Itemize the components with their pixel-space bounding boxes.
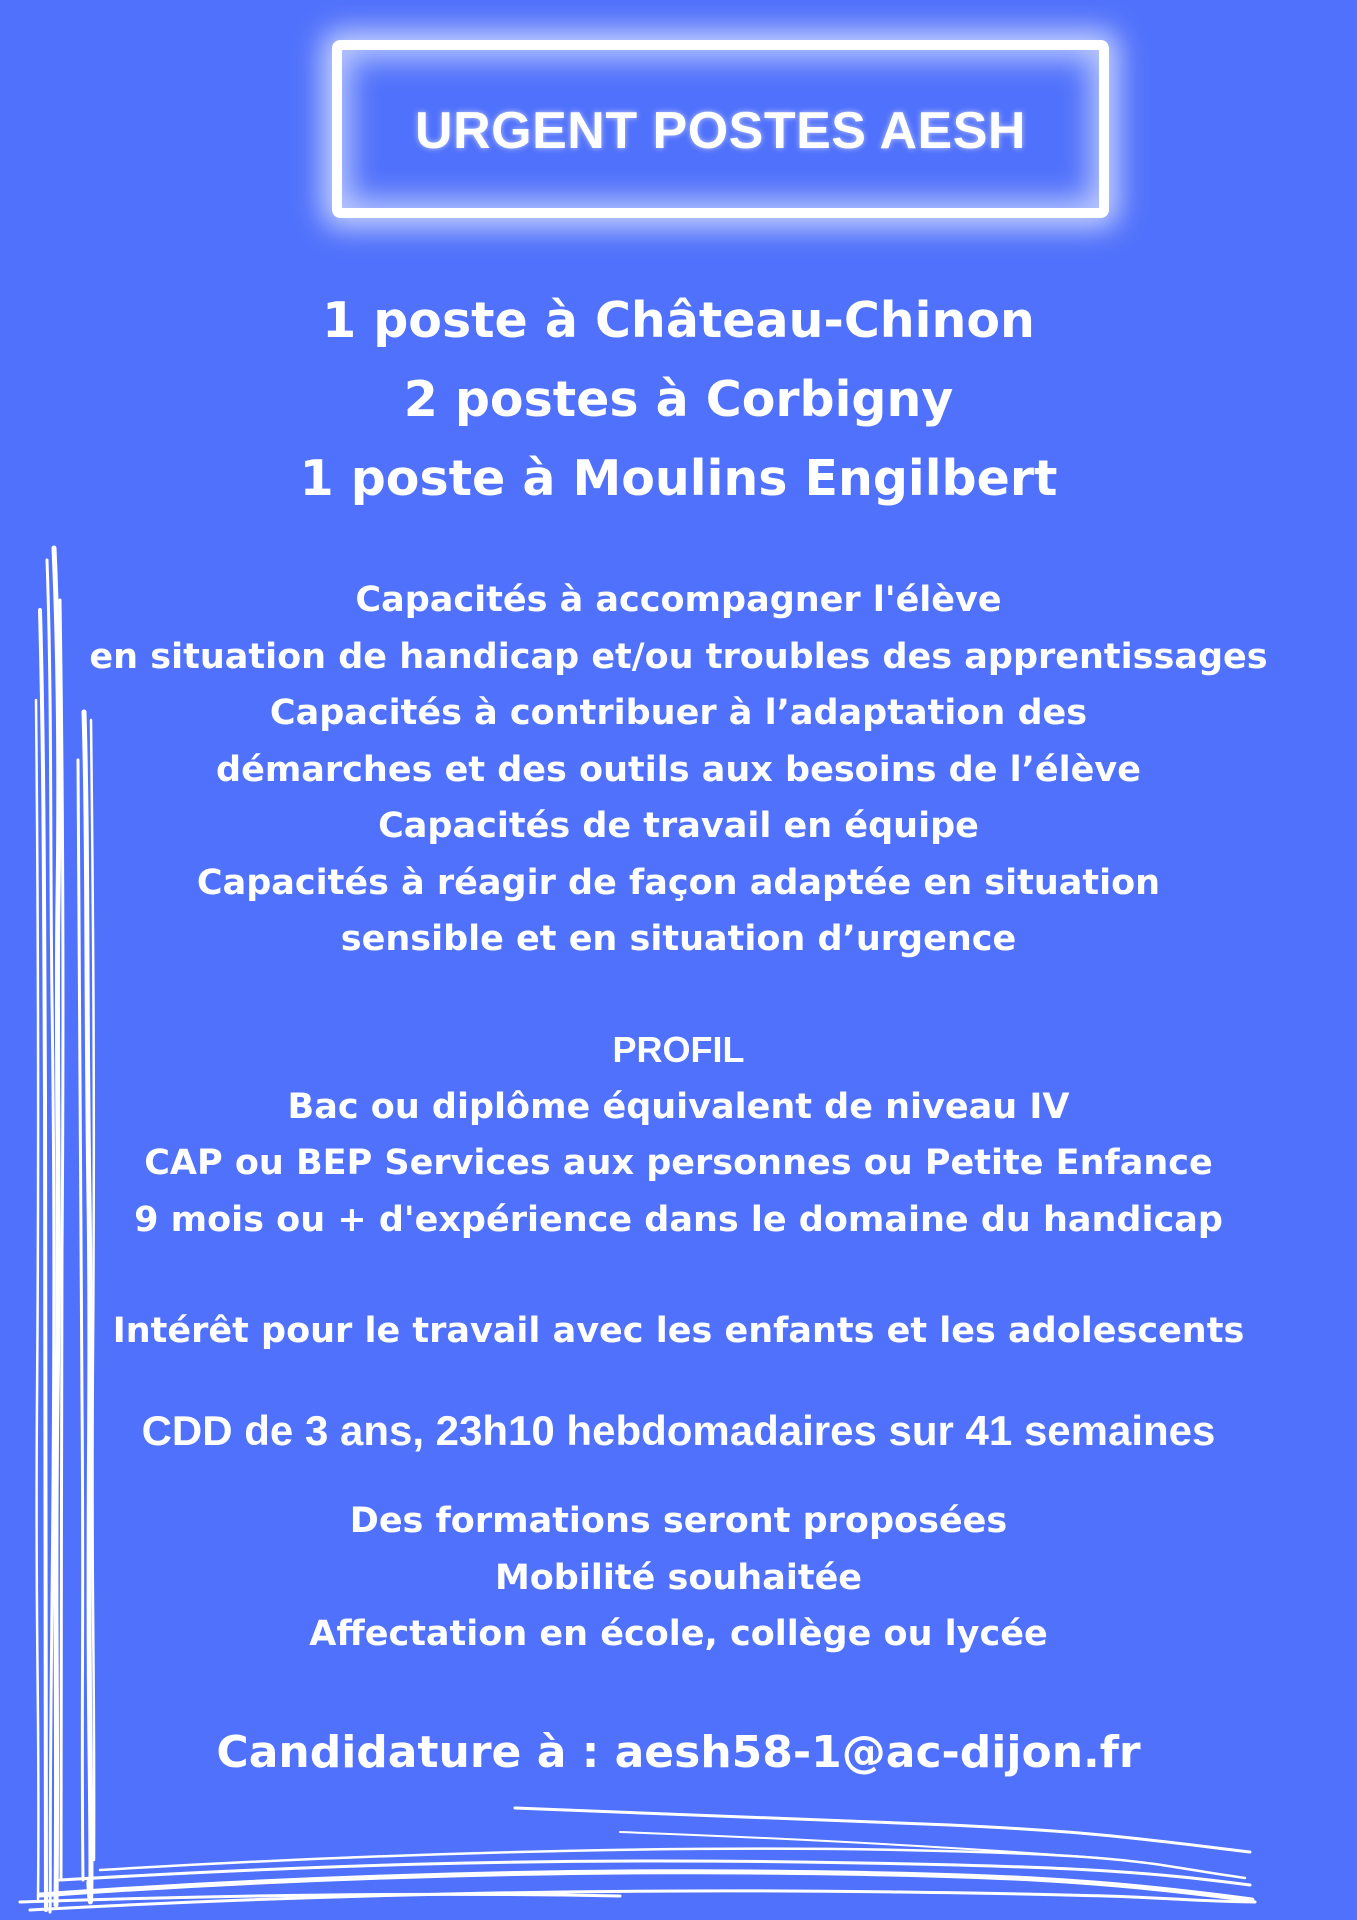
capacity-line: Capacités à accompagner l'élève (355, 580, 1002, 620)
capacity-line: démarches et des outils aux besoins de l’élève (216, 749, 1141, 790)
positions-list (0, 281, 1357, 518)
extras-list (0, 1493, 1357, 1663)
extra-item: Affectation en école, collège ou lycée (309, 1614, 1048, 1654)
capacity-line: sensible et en situation d’urgence (340, 919, 1017, 959)
profile-item: Bac ou diplôme équivalent de niveau IV (287, 1086, 1070, 1127)
extra-item: Des formations seront proposées (349, 1501, 1008, 1541)
position-item: 1 poste à Château-Chinon (322, 292, 1035, 349)
profile-heading: PROFIL (612, 1029, 745, 1070)
contract-section (0, 1400, 1357, 1462)
extra-item: Mobilité souhaitée (494, 1557, 863, 1598)
interest-line: Intérêt pour le travail avec les enfants et les adolescents (112, 1311, 1245, 1351)
position-item: 2 postes à Corbigny (403, 371, 954, 428)
contract-line: CDD de 3 ans, 23h10 hebdomadaires sur 41 semaines (141, 1407, 1216, 1454)
profile-item: 9 mois ou + d'expérience dans le domaine du handicap (134, 1199, 1223, 1240)
capacity-line: Capacités de travail en équipe (378, 806, 979, 846)
application-section (0, 1720, 1357, 1786)
interest-section (0, 1303, 1357, 1359)
profile-section (0, 1022, 1357, 1248)
capacities-list (0, 572, 1357, 968)
title-frame (332, 40, 1109, 218)
capacity-line: en situation de handicap et/ou troubles des apprentissages (89, 636, 1268, 677)
capacity-line: Capacités à réagir de façon adaptée en situation (196, 862, 1161, 903)
application-contact: Candidature à : aesh58-1@ac-dijon.fr (216, 1727, 1141, 1778)
profile-item: CAP ou BEP Services aux personnes ou Petite Enfance (144, 1143, 1213, 1183)
capacity-line: Capacités à contribuer à l’adaptation des (269, 693, 1088, 733)
position-item: 1 poste à Moulins Engilbert (299, 450, 1058, 507)
poster-title: URGENT POSTES AESH (415, 102, 1026, 160)
